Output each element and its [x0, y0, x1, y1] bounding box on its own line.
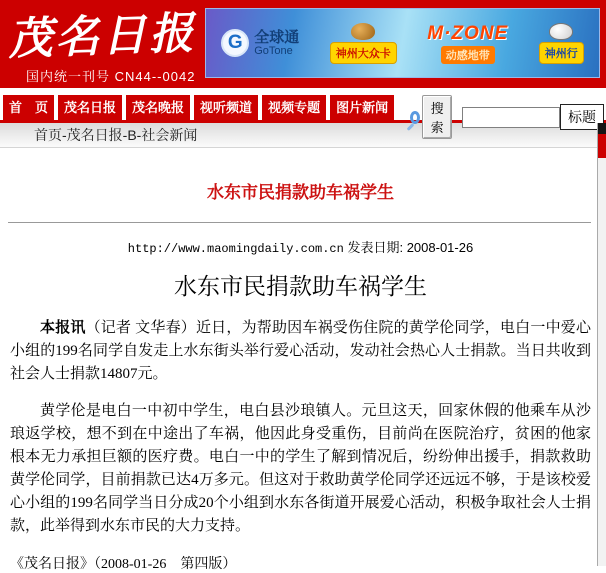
nav-buttons [3, 95, 394, 120]
issn-number: 国内统一刊号 CN44--0042 [26, 69, 196, 84]
nav-item-video-topics[interactable]: 视频专题 [262, 95, 326, 120]
search-scope-button[interactable]: 标题 [560, 104, 604, 130]
shenzhouxing-label: 神州行 [539, 42, 584, 64]
article-paragraph-2: 黄学伦是电白一中初中学生，电白县沙琅镇人。元旦这天，回家休假的他乘车从沙琅返学校，想不到在中途出了车祸，他因此身受重伤，目前尚在医院治疗，贫困的他家根本无力承担巨额的医疗费。电白一中的学生了解到情况后，纷纷伸出援手，捐款救助黄学伦同学，目前捐款已达4万多元。但这对于救助黄学伦同学还远远不够，于是该校爱心小组的199名同学当日分成20个小组到水东各街道开展爱心活动，积极争取社会人士捐款，此举得到水东市民的大力支持。 [10, 403, 591, 534]
breadcrumb: 首页-茂名日报-B-社会新闻 [0, 123, 597, 148]
cow-mascot-icon [549, 23, 573, 40]
gotone-cn-label: 全球通 [254, 28, 300, 46]
nav-item-maoming-evening[interactable]: 茂名晚报 [126, 95, 190, 120]
nav-item-home[interactable]: 首 页 [3, 95, 54, 120]
gotone-en-label: GoTone [254, 44, 293, 57]
article-paragraph-1 [10, 317, 591, 386]
masthead [0, 0, 606, 88]
vertical-scrollbar[interactable] [597, 123, 606, 566]
mzone-logo [427, 23, 508, 64]
article-main-title: 水东市民捐款助车祸学生 [174, 274, 427, 299]
article-meta [10, 237, 591, 256]
search-icon [410, 111, 420, 124]
scrollbar-thumb[interactable] [598, 134, 606, 158]
mzone-cn-label: 动感地带 [441, 46, 495, 64]
source-line: 《茂名日报》（2008-01-26 第四版） [10, 557, 237, 572]
publish-date: 发表日期: 2008-01-26 [347, 240, 474, 255]
bee-mascot-icon [351, 23, 375, 40]
paragraph-1-text: （记者 文华春）近日，为帮助因车祸受伤住院的黄学伦同学，电白一中爱心小组的199名同学自发走上水东街头举行爱心活动，发动社会热心人士捐款。当日共收到社会人士捐款14807元。 [10, 320, 591, 382]
china-mobile-ad-banner[interactable] [205, 8, 600, 78]
horizontal-rule [8, 222, 591, 223]
shenzhouxing-logo [539, 23, 584, 64]
gotone-g-icon: G [221, 29, 249, 57]
mzone-en-label: M·ZONE [427, 22, 509, 44]
article-red-title: 水东市民捐款助车祸学生 [207, 183, 394, 202]
gotone-logo [221, 29, 299, 57]
article-url[interactable]: http://www.maomingdaily.com.cn [127, 242, 344, 256]
dazhong-card-logo [330, 23, 397, 64]
search-input[interactable] [462, 107, 560, 128]
byline-lead: 本报讯 [40, 320, 86, 336]
article-content [0, 178, 606, 573]
nav-item-av-channel[interactable]: 视听频道 [194, 95, 258, 120]
search-button[interactable]: 搜 索 [422, 95, 452, 139]
search-bar [410, 95, 606, 139]
dazhong-card-label: 神州大众卡 [330, 42, 397, 64]
scrollbar-up-button[interactable] [598, 123, 606, 134]
nav-item-maoming-daily[interactable]: 茂名日报 [58, 95, 122, 120]
newspaper-logo: 茂名日报 [7, 8, 197, 65]
nav-item-photo-news[interactable]: 图片新闻 [330, 95, 394, 120]
